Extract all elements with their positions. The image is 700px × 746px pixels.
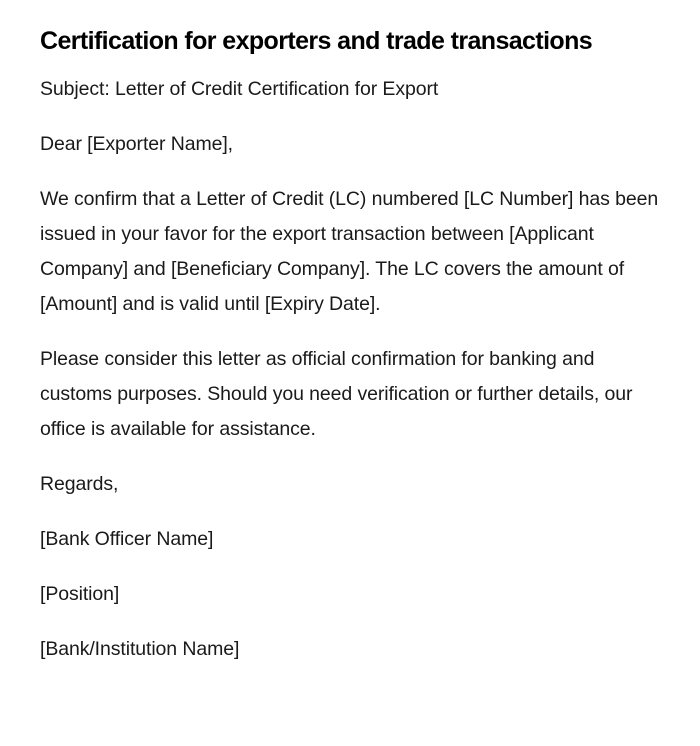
signature-institution: [Bank/Institution Name] [40, 638, 240, 660]
document-title: Certification for exporters and trade transactions [40, 27, 593, 55]
signature-officer-name: [Bank Officer Name] [40, 528, 214, 550]
subject-line: Subject: Letter of Credit Certification for Export [40, 78, 439, 100]
signature-position: [Position] [40, 583, 120, 605]
body-paragraph-confirmation: We confirm that a Letter of Credit (LC) numbered [LC Number] has been issued in your favor for the export transaction between [Applicant Company] and [Beneficiary Company]. The LC covers the amount of [Amount] and is valid until [Expiry Date]. [40, 188, 659, 315]
salutation: Dear [Exporter Name], [40, 133, 233, 155]
closing: Regards, [40, 473, 119, 495]
body-paragraph-purpose: Please consider this letter as official confirmation for banking and customs purposes. Should you need verification or further details, our office is available for assistance. [40, 348, 633, 440]
